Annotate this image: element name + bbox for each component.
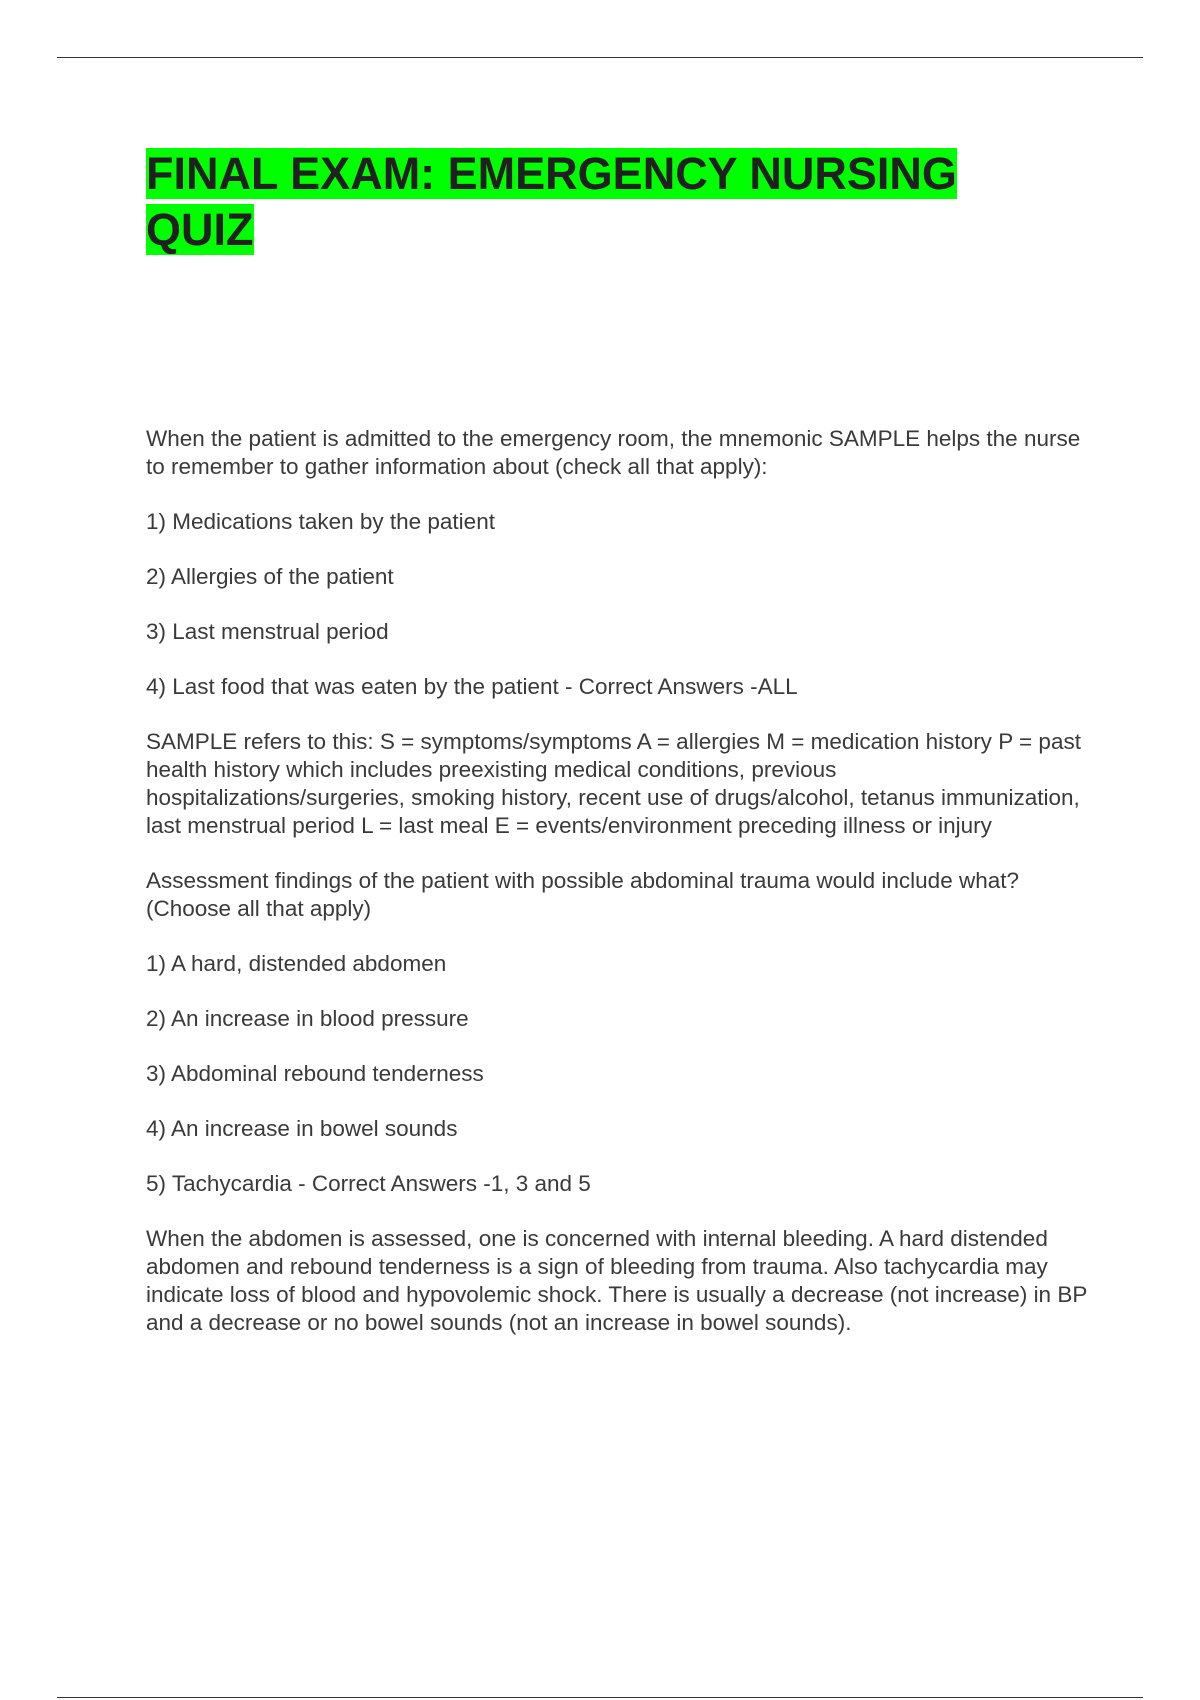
header-rule — [57, 57, 1143, 58]
question-2-option-3: 3) Abdominal rebound tenderness — [146, 1061, 484, 1086]
question-1-option-1: 1) Medications taken by the patient — [146, 509, 495, 534]
question-2-explanation: When the abdomen is assessed, one is concerned with internal bleeding. A hard distended abdomen and rebound tenderness is a sign of bleeding from trauma. Also tachycardia may indicate loss of blood and hypovolemic shock. There is usually a decrease (not increase) in BP and a decrease or no bowel sounds (not an increase in bowel sounds). — [146, 1226, 1087, 1335]
question-2-option-4: 4) An increase in bowel sounds — [146, 1116, 458, 1141]
document-title — [146, 146, 1066, 258]
document-body — [146, 425, 1096, 1364]
question-1-option-3: 3) Last menstrual period — [146, 619, 389, 644]
question-1-option-2: 2) Allergies of the patient — [146, 564, 394, 589]
question-1-option-4-answer: 4) Last food that was eaten by the patient - Correct Answers -ALL — [146, 674, 798, 699]
question-2-option-2: 2) An increase in blood pressure — [146, 1006, 469, 1031]
footer-rule — [57, 1697, 1143, 1698]
question-2-option-1: 1) A hard, distended abdomen — [146, 951, 447, 976]
title-highlight: FINAL EXAM: EMERGENCY NURSING QUIZ — [146, 148, 957, 255]
question-2-stem: Assessment findings of the patient with possible abdominal trauma would include what? (Choose all that apply) — [146, 868, 1019, 921]
question-2-option-5-answer: 5) Tachycardia - Correct Answers -1, 3 and 5 — [146, 1171, 591, 1196]
question-1-explanation: SAMPLE refers to this: S = symptoms/symptoms A = allergies M = medication history P = past health history which includes preexisting medical conditions, previous hospitalizations/surgeries, smoking history, recent use of drugs/alcohol, tetanus immunization, last menstrual period L = last meal E = events/environment preceding illness or injury — [146, 729, 1081, 838]
question-1-stem: When the patient is admitted to the emergency room, the mnemonic SAMPLE helps the nurse to remember to gather information about (check all that apply): — [146, 426, 1081, 479]
